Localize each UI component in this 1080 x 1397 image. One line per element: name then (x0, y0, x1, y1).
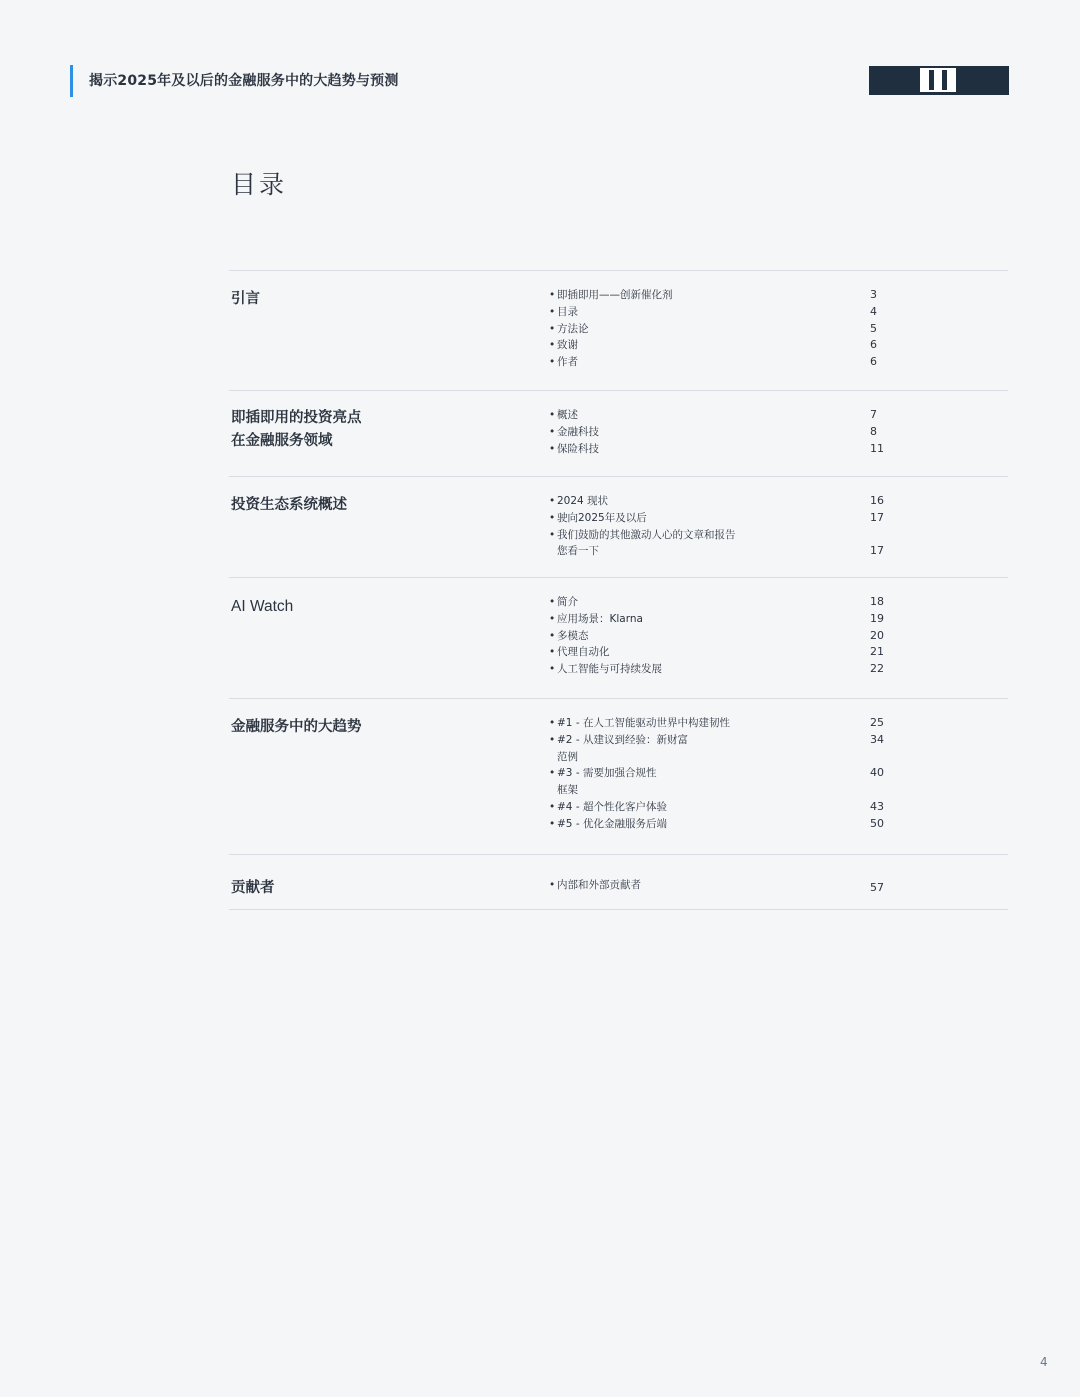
header-accent-bar (70, 65, 73, 97)
brand-logo (869, 66, 1009, 95)
entry-label: #4 - 超个性化客户体验 (557, 800, 667, 813)
entry-page: 8 (870, 424, 877, 438)
toc-section-contributors (229, 854, 1008, 910)
toc-entry[interactable]: • 应用场景：Klarna 19 (549, 611, 989, 628)
entry-page: 40 (870, 766, 884, 780)
entry-label: 目录 (557, 305, 578, 318)
entry-page: 50 (870, 816, 884, 830)
entry-page: 20 (870, 628, 884, 642)
section-entries (549, 407, 989, 457)
entry-page: 22 (870, 662, 884, 676)
toc-entry[interactable]: • 简介 18 (549, 594, 989, 611)
toc-section-intro (229, 270, 1008, 390)
toc-section-ai-watch (229, 577, 1008, 698)
toc-entry[interactable]: • 我们鼓励的其他激动人心的文章和报告 您看一下 17 (549, 527, 989, 561)
entry-label: 我们鼓励的其他激动人心的文章和报告 您看一下 (557, 528, 736, 558)
toc-section-investment-ecosystem (229, 476, 1008, 577)
entry-page: 3 (870, 288, 877, 301)
entry-label: 内部和外部贡献者 (557, 879, 641, 891)
entry-label: 保险科技 (557, 442, 599, 455)
entry-page: 4 (870, 304, 877, 318)
entry-label: 驶向2025年及以后 (557, 511, 647, 524)
toc-entry[interactable]: • 2024 现状 16 (549, 493, 989, 510)
entry-page: 34 (870, 732, 884, 746)
toc-entry[interactable]: • 概述 7 (549, 407, 989, 424)
toc-entry[interactable]: • 即插即用——创新催化剂 3 (549, 287, 989, 304)
table-of-contents (229, 270, 1008, 910)
section-entries (549, 493, 989, 560)
entry-label: #1 - 在人工智能驱动世界中构建韧性 (557, 717, 730, 729)
entry-page: 57 (870, 881, 884, 894)
entry-label: 2024 现状 (557, 495, 609, 507)
section-entries (549, 877, 989, 894)
section-entries (549, 287, 989, 371)
logo-icon (920, 68, 956, 92)
entry-page: 17 (870, 510, 884, 524)
entry-label: 应用场景：Klarna (557, 612, 643, 625)
toc-section-megatrends (229, 698, 1008, 854)
section-title: 贡献者 (231, 880, 275, 896)
entry-label: 作者 (557, 356, 578, 369)
entry-label: 致谢 (557, 339, 578, 352)
entry-page: 18 (870, 595, 884, 608)
toc-entry[interactable]: • 致谢 6 (549, 337, 989, 354)
toc-entry[interactable]: • 人工智能与可持续发展 22 (549, 661, 989, 678)
toc-entry[interactable]: • 内部和外部贡献者 57 (549, 877, 989, 894)
entry-label: 多模态 (557, 629, 589, 642)
entry-page: 6 (870, 338, 877, 352)
section-entries (549, 715, 989, 833)
entry-page: 43 (870, 799, 884, 813)
entry-page: 19 (870, 611, 884, 625)
entry-page: 6 (870, 355, 877, 369)
toc-entry[interactable]: • #3 - 需要加强合规性 框架 40 (549, 765, 989, 799)
section-title: 引言 (231, 291, 260, 307)
toc-entry[interactable]: • #5 - 优化金融服务后端 50 (549, 816, 989, 833)
entry-page: 17 (870, 544, 884, 558)
entry-page: 11 (870, 441, 884, 455)
section-title: AI Watch (231, 598, 294, 615)
toc-entry[interactable]: • #4 - 超个性化客户体验 43 (549, 799, 989, 816)
entry-page: 25 (870, 716, 884, 729)
entry-label: #5 - 优化金融服务后端 (557, 817, 667, 830)
toc-entry[interactable]: • 多模态 20 (549, 628, 989, 645)
section-entries (549, 594, 989, 678)
toc-entry[interactable]: • 方法论 5 (549, 321, 989, 338)
toc-entry[interactable]: • 驶向2025年及以后 17 (549, 510, 989, 527)
entry-label: 简介 (557, 596, 578, 608)
entry-page: 5 (870, 321, 877, 335)
toc-entry[interactable]: • 金融科技 8 (549, 424, 989, 441)
toc-title: 目录 (231, 170, 288, 199)
section-title: 金融服务中的大趋势 (231, 719, 362, 735)
toc-entry[interactable]: • #1 - 在人工智能驱动世界中构建韧性 25 (549, 715, 989, 732)
section-title: 即插即用的投资亮点 在金融服务领域 (231, 410, 362, 449)
entry-label: 方法论 (557, 322, 589, 335)
toc-entry[interactable]: • 作者 6 (549, 354, 989, 371)
toc-entry[interactable]: • #2 - 从建议到经验：新财富 范例 34 (549, 732, 989, 766)
section-title: 投资生态系统概述 (231, 497, 347, 513)
page-number: 4 (1040, 1355, 1048, 1369)
toc-entry[interactable]: • 保险科技 11 (549, 441, 989, 458)
entry-label: 金融科技 (557, 425, 599, 438)
toc-section-investment-highlights (229, 390, 1008, 476)
entry-label: 人工智能与可持续发展 (557, 663, 662, 676)
entry-label: 概述 (557, 409, 578, 421)
entry-page: 21 (870, 645, 884, 659)
toc-entry[interactable]: • 代理自动化 21 (549, 644, 989, 661)
header-title: 揭示2025年及以后的金融服务中的大趋势与预测 (89, 73, 399, 89)
toc-entry[interactable]: • 目录 4 (549, 304, 989, 321)
entry-label: #3 - 需要加强合规性 框架 (557, 767, 657, 797)
entry-page: 7 (870, 408, 877, 421)
entry-label: #2 - 从建议到经验：新财富 范例 (557, 733, 688, 763)
entry-page: 16 (870, 494, 884, 507)
entry-label: 代理自动化 (557, 646, 610, 659)
entry-label: 即插即用——创新催化剂 (557, 289, 673, 301)
